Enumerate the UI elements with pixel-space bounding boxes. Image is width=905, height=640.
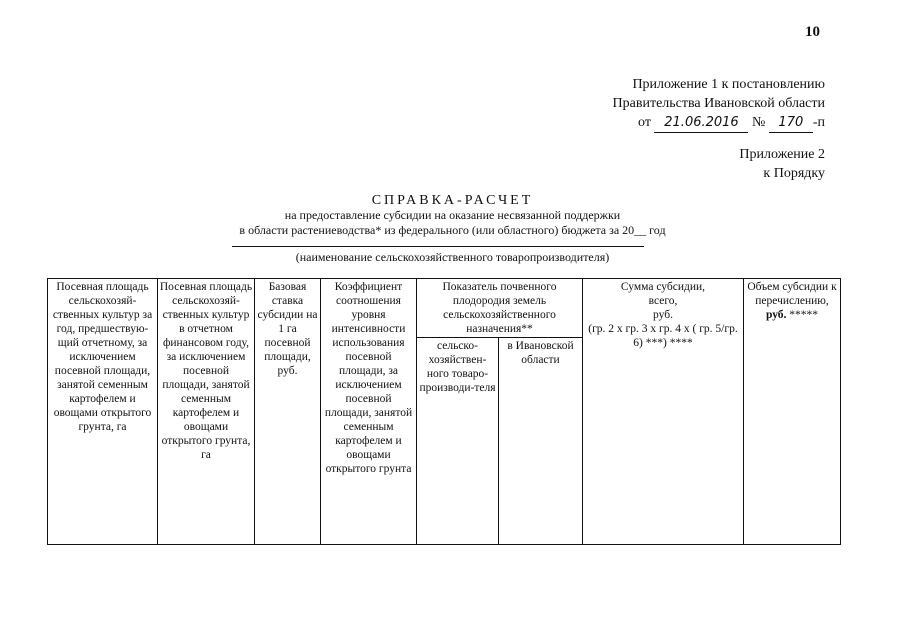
appendix-2-line1: Приложение 2 — [739, 147, 825, 162]
appendix-1-suffix: -п — [812, 115, 825, 130]
appendix-2-block — [739, 145, 825, 183]
document-subtitle — [0, 208, 905, 238]
col6-line3: руб. — [653, 309, 673, 321]
appendix-2-line2: к Порядку — [763, 166, 825, 181]
col6-line1: Сумма субсидии, — [620, 281, 706, 293]
col5-header: Показатель почвенного плодородия земель сельскохозяйственного назначения** — [417, 279, 583, 338]
appendix-1-number: 170 — [769, 113, 813, 133]
col2-header: Посевная площадь сельскохозяй-ственных культур в отчетном финансовом году, за исключением посевной площади, занятой семенным картофелем и овощами открытого грунта, га — [158, 279, 255, 545]
calculation-table — [47, 278, 841, 545]
appendix-1-date: 21.06.2016 — [654, 113, 748, 133]
col7-unit: руб. — [765, 309, 787, 321]
col1-header: Посевная площадь сельскохозяй-ственных культур за год, предшествую-щий отчетному, за исключением посевной площади, занятой семенным картофелем и овощами открытого грунта, га — [48, 279, 158, 545]
producer-name-line — [232, 246, 644, 247]
col3-header: Базовая ставка субсидии на 1 га посевной площади, руб. — [255, 279, 321, 545]
appendix-1-block — [613, 75, 825, 133]
col7-header — [744, 279, 841, 545]
col7-text: Объем субсидии к перечислению, — [747, 281, 837, 307]
appendix-1-line2: Правительства Ивановской области — [612, 96, 825, 111]
col5a-header: сельско-хозяйствен-ного товаро-производи-теля — [417, 338, 499, 545]
page-number: 10 — [805, 24, 820, 40]
appendix-1-line1: Приложение 1 к постановлению — [632, 77, 825, 92]
document-title: СПРАВКА-РАСЧЕТ — [371, 193, 534, 208]
col4-header: Коэффициент соотношения уровня интенсивности использования посевной площади, за исключением посевной площади, занятой семенным картофелем и овощами открытого грунта — [321, 279, 417, 545]
appendix-1-ot: от — [638, 115, 651, 130]
col6-header — [583, 279, 744, 545]
col6-line4: (гр. 2 х гр. 3 х гр. 4 х ( гр. 5/гр. 6) ***) **** — [588, 323, 738, 349]
subtitle-line2: в области растениеводства* из федерального (или областного) бюджета за 20__ год — [239, 223, 666, 237]
col7-stars: ***** — [789, 309, 819, 321]
appendix-1-line3 — [613, 113, 825, 133]
col5b-header: в Ивановской области — [499, 338, 583, 545]
producer-name-caption: (наименование сельскохозяйственного товаропроизводителя) — [295, 250, 610, 264]
appendix-1-no-sign: № — [751, 115, 766, 130]
col6-line2: всего, — [648, 295, 678, 307]
subtitle-line1: на предоставление субсидии на оказание несвязанной поддержки — [284, 208, 621, 222]
